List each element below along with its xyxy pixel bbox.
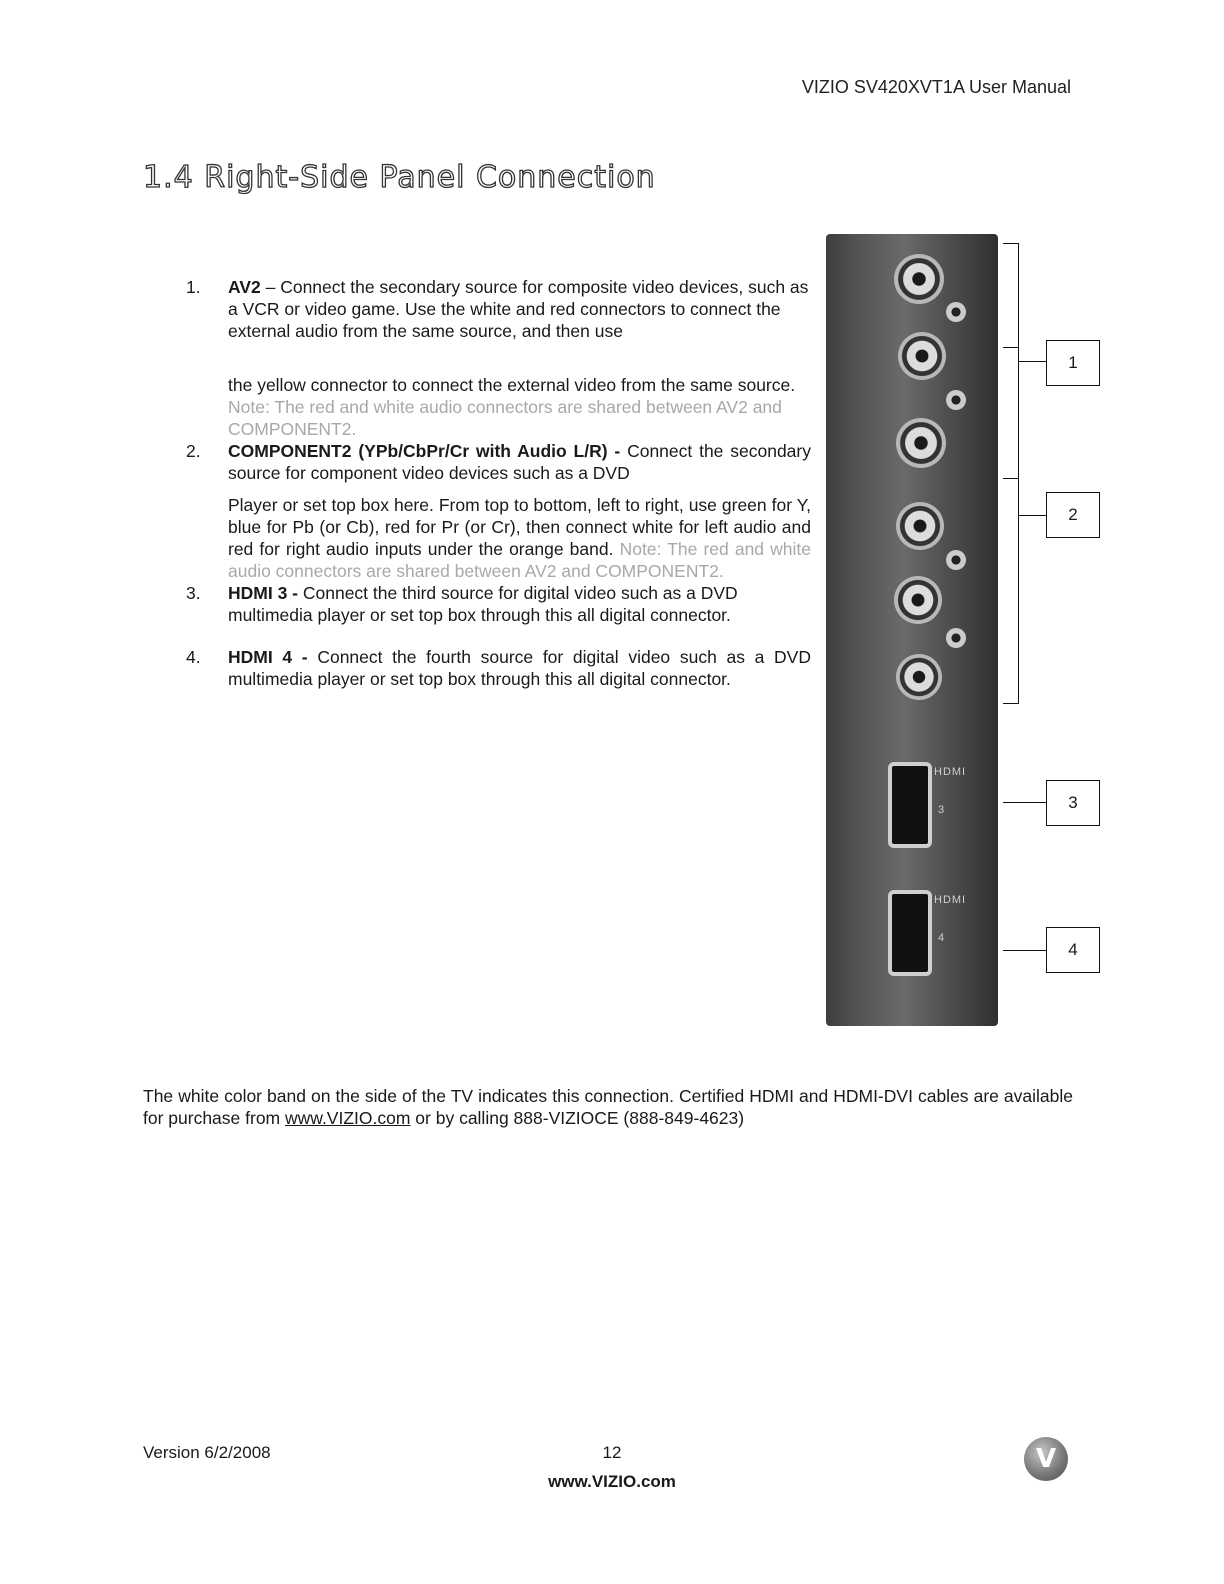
item-number: 2.	[186, 441, 201, 461]
item-text-continued: Player or set top box here. From top to bottom, left to right, use green for Y, blue for Pb (or Cb), red for Pr (or Cr), then connect white for left audio and red for right audio inputs under the orange band.	[228, 495, 811, 559]
document-header: VIZIO SV420XVT1A User Manual	[801, 77, 1071, 97]
small-port-icon	[946, 550, 966, 570]
list-item-hdmi3	[186, 582, 811, 626]
component-port-icon	[894, 576, 942, 624]
small-port-icon	[946, 302, 966, 322]
item-label: AV2	[228, 277, 261, 297]
av-port-icon	[894, 254, 944, 304]
small-port-icon	[946, 628, 966, 648]
callout-box-1: 1	[1046, 340, 1100, 386]
item-note: Note: The red and white audio connectors are shared between AV2 and COMPONENT2.	[228, 539, 811, 581]
callout-box-2: 2	[1046, 492, 1100, 538]
list-item-av2	[186, 276, 811, 440]
small-port-icon	[946, 390, 966, 410]
item-note: Note: The red and white audio connectors are shared between AV2 and COMPONENT2.	[228, 397, 782, 439]
item-text-continued: the yellow connector to connect the external video from the same source.	[228, 375, 796, 395]
callout-line	[1003, 802, 1046, 803]
item-label: HDMI 4 -	[228, 647, 308, 667]
hdmi-port-icon	[888, 890, 932, 976]
callout-line	[1018, 515, 1046, 516]
list-item-hdmi4	[186, 646, 811, 690]
hdmi-info-paragraph	[143, 1085, 1073, 1129]
av-port-icon	[896, 418, 946, 468]
page-number: 12	[602, 1443, 622, 1462]
component-port-icon	[896, 654, 942, 700]
paragraph-text: The white color band on the side of the TV indicates this connection. Certified HDMI and HDMI-DVI cables are available for purchase from	[143, 1086, 1073, 1128]
item-text: Connect the fourth source for digital video such as a DVD multimedia player or set top box through this all digital connector.	[228, 647, 811, 689]
list-item-component2	[186, 440, 811, 582]
connection-list	[186, 276, 811, 690]
callout-line	[1018, 361, 1046, 362]
item-label: COMPONENT2 (YPb/CbPr/Cr with Audio L/R) -	[228, 441, 621, 461]
side-panel-photo	[826, 234, 998, 1026]
item-label: HDMI 3 -	[228, 583, 298, 603]
footer-url: www.VIZIO.com	[548, 1472, 676, 1491]
item-text: – Connect the secondary source for composite video devices, such as a VCR or video game. Use the white and red connectors to connect the external audio from the same source, and then use	[228, 277, 809, 341]
av-port-icon	[898, 332, 946, 380]
section-title: 1.4 Right-Side Panel Connection	[143, 160, 656, 195]
vizio-website-link[interactable]: www.VIZIO.com	[285, 1108, 411, 1128]
item-text: Connect the secondary source for component video devices such as a DVD	[228, 441, 811, 483]
hdmi-port-label: HDMI	[934, 894, 967, 906]
item-number: 1.	[186, 277, 201, 297]
footer-version: Version 6/2/2008	[143, 1443, 271, 1462]
bracket-component2	[1003, 347, 1019, 704]
item-number: 4.	[186, 647, 201, 667]
callout-box-4: 4	[1046, 927, 1100, 973]
item-text: Connect the third source for digital video such as a DVD multimedia player or set top box through this all digital connector.	[228, 583, 738, 625]
paragraph-text-end: or by calling 888-VIZIOCE (888-849-4623)	[410, 1108, 745, 1128]
hdmi-port-number: 3	[938, 804, 946, 816]
component-port-icon	[896, 502, 944, 550]
vizio-logo-icon: V	[1024, 1437, 1068, 1481]
hdmi-port-icon	[888, 762, 932, 848]
hdmi-port-number: 4	[938, 932, 946, 944]
callout-box-3: 3	[1046, 780, 1100, 826]
hdmi-port-label: HDMI	[934, 766, 967, 778]
callout-line	[1003, 950, 1046, 951]
item-number: 3.	[186, 583, 201, 603]
